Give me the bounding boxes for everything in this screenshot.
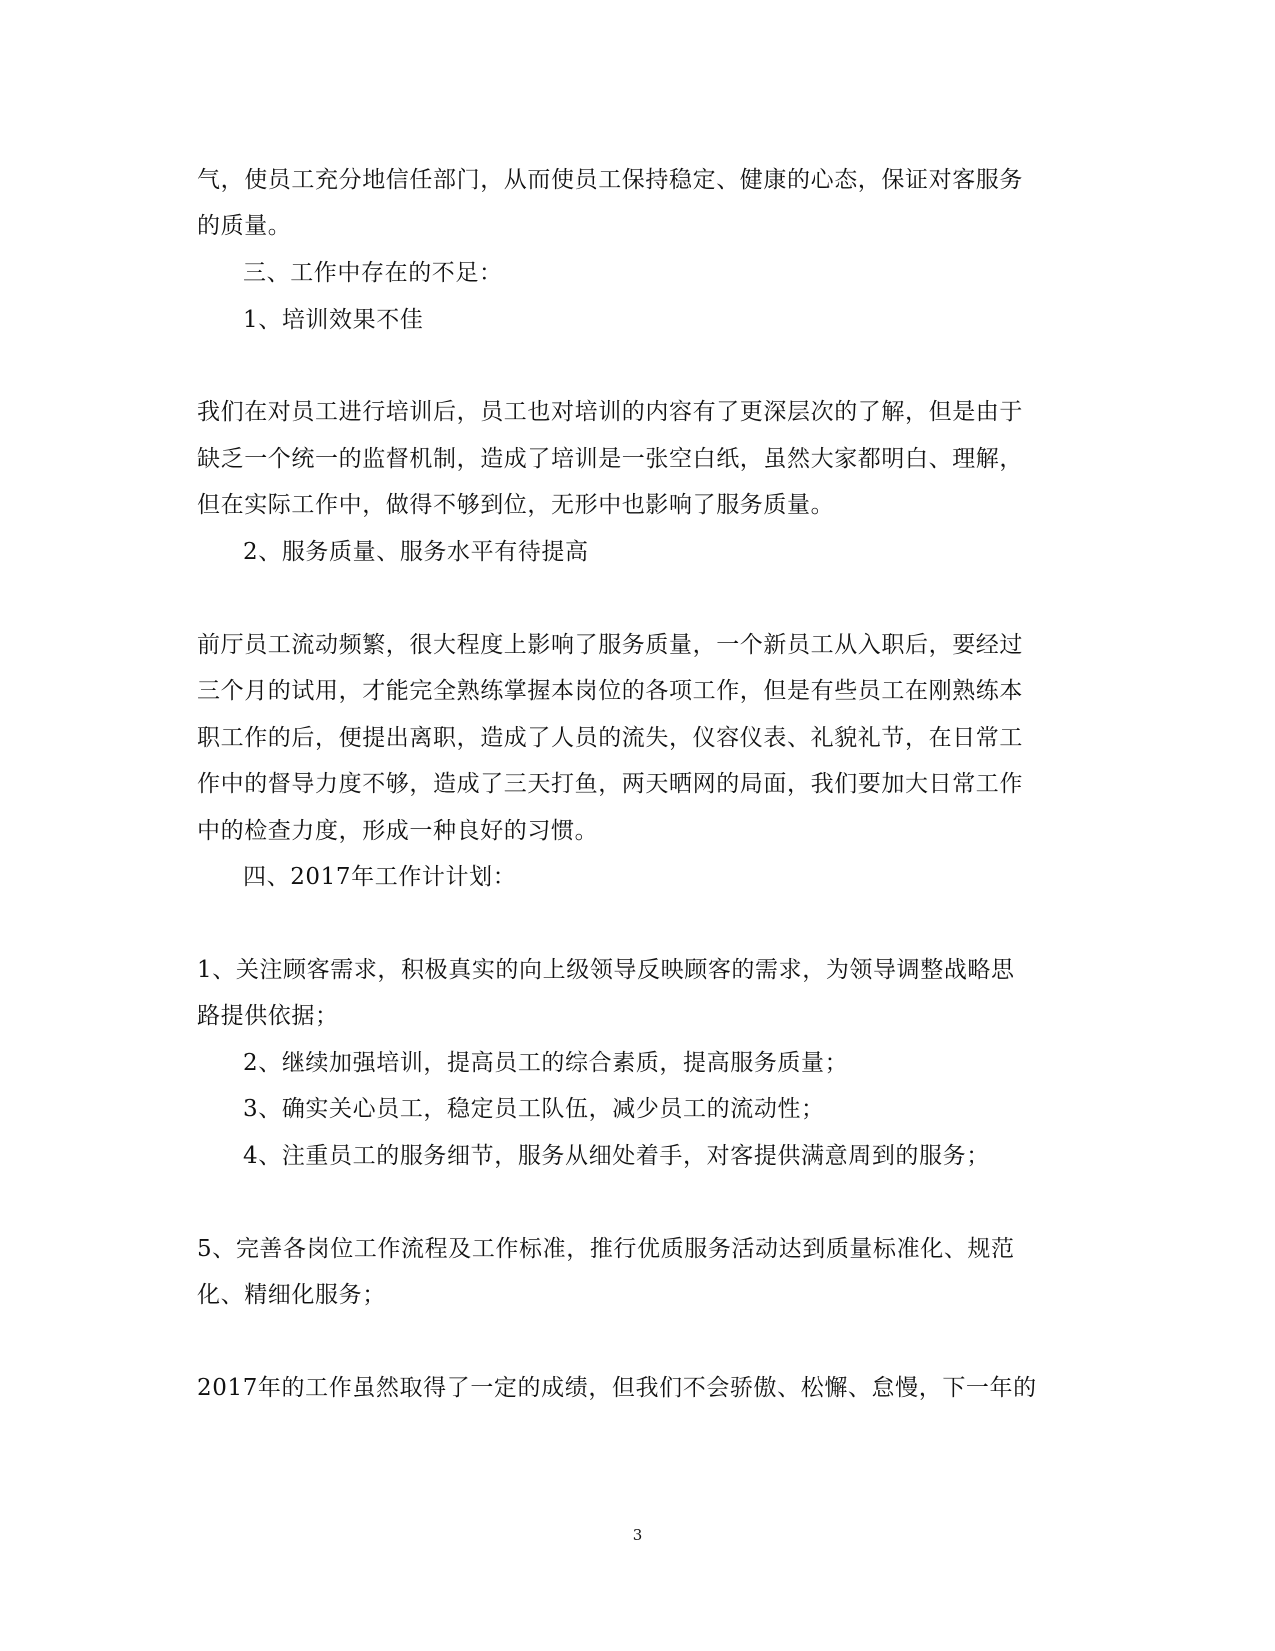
page-number: 3 bbox=[632, 1526, 643, 1544]
paragraph-line: 作中的督导力度不够，造成了三天打鱼，两天晒网的局面，我们要加大日常工作 bbox=[197, 771, 1023, 797]
list-item-line: 化、精细化服务； bbox=[197, 1282, 386, 1308]
list-item: 3、确实关心员工，稳定员工队伍，减少员工的流动性； bbox=[243, 1096, 825, 1122]
list-item-line: 5、完善各岗位工作流程及工作标准，推行优质服务活动达到质量标准化、规范 bbox=[197, 1236, 1015, 1262]
paragraph-line: 但在实际工作中，做得不够到位，无形中也影响了服务质量。 bbox=[197, 492, 835, 518]
paragraph-line: 中的检查力度，形成一种良好的习惯。 bbox=[197, 818, 599, 844]
paragraph-line: 我们在对员工进行培训后，员工也对培训的内容有了更深层次的了解，但是由于 bbox=[197, 399, 1023, 425]
section-heading: 四、2017年工作计计划： bbox=[243, 864, 517, 890]
list-item-line: 路提供依据； bbox=[197, 1003, 339, 1029]
subsection-heading: 1、培训效果不佳 bbox=[243, 307, 424, 333]
paragraph-line: 2017年的工作虽然取得了一定的成绩，但我们不会骄傲、松懈、怠慢，下一年的 bbox=[197, 1375, 1037, 1401]
list-item: 4、注重员工的服务细节，服务从细处着手，对客提供满意周到的服务； bbox=[243, 1143, 990, 1169]
section-heading: 三、工作中存在的不足： bbox=[243, 260, 503, 286]
paragraph-line: 三个月的试用，才能完全熟练掌握本岗位的各项工作，但是有些员工在刚熟练本 bbox=[197, 678, 1023, 704]
paragraph-line: 前厅员工流动频繁，很大程度上影响了服务质量，一个新员工从入职后，要经过 bbox=[197, 632, 1023, 658]
paragraph-line: 职工作的后，便提出离职，造成了人员的流失，仪容仪表、礼貌礼节，在日常工 bbox=[197, 725, 1023, 751]
subsection-heading: 2、服务质量、服务水平有待提高 bbox=[243, 539, 589, 565]
paragraph-line: 缺乏一个统一的监督机制，造成了培训是一张空白纸，虽然大家都明白、理解， bbox=[197, 446, 1023, 472]
paragraph-line: 的质量。 bbox=[197, 213, 292, 239]
paragraph-line: 气，使员工充分地信任部门，从而使员工保持稳定、健康的心态，保证对客服务 bbox=[197, 167, 1023, 193]
list-item: 2、继续加强培训，提高员工的综合素质，提高服务质量； bbox=[243, 1050, 849, 1076]
list-item-line: 1、关注顾客需求，积极真实的向上级领导反映顾客的需求，为领导调整战略思 bbox=[197, 957, 1015, 983]
